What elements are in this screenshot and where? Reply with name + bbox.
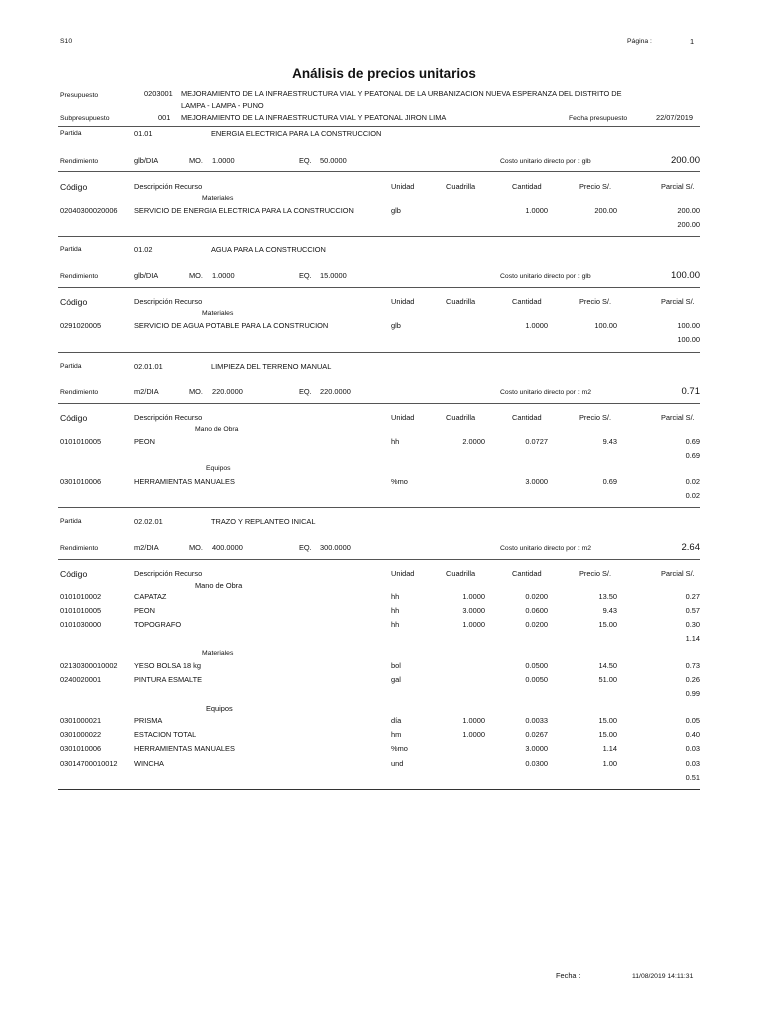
row-unidad: %mo <box>391 477 408 486</box>
row-unidad: %mo <box>391 744 408 753</box>
mo-value: 400.0000 <box>212 543 243 552</box>
row-precio: 1.14 <box>602 744 617 753</box>
col-header-codigo: Código <box>60 569 88 579</box>
partida-code: 01.01 <box>134 129 153 138</box>
row-codigo: 02130300010002 <box>60 661 118 670</box>
row-cantidad: 0.0727 <box>525 437 548 446</box>
row-desc: SERVICIO DE ENERGIA ELECTRICA PARA LA CONSTRUCCION <box>134 206 354 215</box>
col-header-parcial: Parcial S/. <box>661 297 695 306</box>
col-header-precio: Precio S/. <box>579 297 612 306</box>
partida-divider <box>58 236 700 237</box>
costo-label: Costo unitario directo por : m2 <box>500 545 592 552</box>
col-header-precio: Precio S/. <box>579 413 612 422</box>
row-unidad: hh <box>391 606 400 615</box>
row-cantidad: 0.0500 <box>525 661 548 670</box>
fecha-presupuesto-value: 22/07/2019 <box>656 113 693 122</box>
row-precio: 9.43 <box>602 606 617 615</box>
footer-fecha-value: 11/08/2019 14:11:31 <box>632 973 694 980</box>
presupuesto-desc-line2: LAMPA - LAMPA - PUNO <box>181 101 264 110</box>
col-header-unidad: Unidad <box>391 182 415 191</box>
col-header-cuadrilla: Cuadrilla <box>446 569 476 578</box>
eq-label: EQ. <box>299 271 312 280</box>
col-header-codigo: Código <box>60 297 88 307</box>
eq-value: 220.0000 <box>320 387 351 396</box>
row-codigo: 0301000022 <box>60 730 102 739</box>
col-header-codigo: Código <box>60 182 88 192</box>
row-precio: 51.00 <box>598 675 617 684</box>
row-precio: 14.50 <box>598 661 617 670</box>
row-desc: WINCHA <box>134 759 164 768</box>
row-codigo: 0301010006 <box>60 477 102 486</box>
row-desc: ESTACION TOTAL <box>134 730 197 739</box>
costo-value: 100.00 <box>670 270 700 281</box>
eq-value: 300.0000 <box>320 543 351 552</box>
group-subtotal: 1.14 <box>685 634 700 643</box>
partida-label: Partida <box>60 518 82 525</box>
row-cantidad: 0.0033 <box>525 716 548 725</box>
row-cantidad: 0.0200 <box>525 620 548 629</box>
partida-name: LIMPIEZA DEL TERRENO MANUAL <box>211 362 332 371</box>
row-desc: HERRAMIENTAS MANUALES <box>134 744 235 753</box>
group-title: Equipos <box>206 465 231 472</box>
row-codigo: 0301010006 <box>60 744 102 753</box>
rendimiento-unit: m2/DIA <box>134 387 159 396</box>
costo-label: Costo unitario directo por : m2 <box>500 389 592 396</box>
row-precio: 9.43 <box>602 437 617 446</box>
row-unidad: bol <box>391 661 401 670</box>
row-desc: HERRAMIENTAS MANUALES <box>134 477 235 486</box>
row-precio: 200.00 <box>594 206 617 215</box>
row-codigo: 0101030000 <box>60 620 102 629</box>
row-parcial: 0.05 <box>685 716 700 725</box>
row-precio: 15.00 <box>598 620 617 629</box>
row-codigo: 0291020005 <box>60 321 102 330</box>
row-parcial: 0.03 <box>685 744 700 753</box>
group-subtotal: 0.02 <box>685 491 700 500</box>
col-header-precio: Precio S/. <box>579 182 612 191</box>
section-divider <box>58 287 700 288</box>
costo-label: Costo unitario directo por : glb <box>500 158 591 165</box>
group-title: Mano de Obra <box>195 581 243 590</box>
rendimiento-unit: m2/DIA <box>134 543 159 552</box>
row-desc: TOPOGRAFO <box>134 620 182 629</box>
rendimiento-unit: glb/DIA <box>134 156 159 165</box>
eq-value: 50.0000 <box>320 156 347 165</box>
row-desc: PINTURA ESMALTE <box>134 675 203 684</box>
row-parcial: 0.57 <box>685 606 700 615</box>
partida-label: Partida <box>60 130 82 137</box>
row-cantidad: 0.0300 <box>525 759 548 768</box>
col-header-cantidad: Cantidad <box>512 569 542 578</box>
rendimiento-unit: glb/DIA <box>134 271 159 280</box>
row-cantidad: 0.0267 <box>525 730 548 739</box>
eq-label: EQ. <box>299 543 312 552</box>
row-cantidad: 3.0000 <box>525 477 548 486</box>
row-codigo: 03014700010012 <box>60 759 118 768</box>
mo-label: MO. <box>189 543 203 552</box>
costo-value: 0.71 <box>681 386 700 397</box>
row-codigo: 0101010002 <box>60 592 102 601</box>
row-codigo: 0301000021 <box>60 716 102 725</box>
row-unidad: und <box>391 759 404 768</box>
eq-label: EQ. <box>299 387 312 396</box>
rendimiento-label: Rendimiento <box>60 389 99 396</box>
group-title: Materiales <box>202 310 234 317</box>
row-cuadrilla: 1.0000 <box>462 716 485 725</box>
row-precio: 1.00 <box>602 759 617 768</box>
costo-value: 200.00 <box>670 155 700 166</box>
partida-name: TRAZO Y REPLANTEO INICAL <box>211 517 316 526</box>
group-subtotal: 0.99 <box>685 689 700 698</box>
row-precio: 15.00 <box>598 716 617 725</box>
partida-divider <box>58 352 700 353</box>
row-cantidad: 0.0600 <box>525 606 548 615</box>
col-header-descripcion: Descripción Recurso <box>134 413 203 422</box>
partida-name: ENERGIA ELECTRICA PARA LA CONSTRUCCION <box>211 129 382 138</box>
row-cantidad: 0.0050 <box>525 675 548 684</box>
col-header-cantidad: Cantidad <box>512 297 542 306</box>
col-header-unidad: Unidad <box>391 569 415 578</box>
row-precio: 100.00 <box>594 321 617 330</box>
page-number: 1 <box>690 37 695 46</box>
rendimiento-label: Rendimiento <box>60 545 99 552</box>
mo-value: 1.0000 <box>212 271 235 280</box>
col-header-descripcion: Descripción Recurso <box>134 569 203 578</box>
row-desc: CAPATAZ <box>134 592 167 601</box>
row-desc: PRISMA <box>134 716 163 725</box>
col-header-precio: Precio S/. <box>579 569 612 578</box>
section-divider <box>58 171 700 172</box>
group-subtotal: 100.00 <box>677 335 700 344</box>
col-header-parcial: Parcial S/. <box>661 569 695 578</box>
costo-label: Costo unitario directo por : glb <box>500 273 591 280</box>
row-parcial: 0.03 <box>685 759 700 768</box>
group-subtotal: 0.69 <box>685 451 700 460</box>
group-title: Materiales <box>202 650 234 657</box>
system-code: S10 <box>60 38 73 45</box>
row-unidad: glb <box>391 206 401 215</box>
row-cantidad: 1.0000 <box>525 206 548 215</box>
mo-value: 220.0000 <box>212 387 243 396</box>
subpresupuesto-label: Subpresupuesto <box>60 115 110 122</box>
row-desc: SERVICIO DE AGUA POTABLE PARA LA CONSTRUCION <box>134 321 329 330</box>
row-precio: 0.69 <box>602 477 617 486</box>
row-cantidad: 3.0000 <box>525 744 548 753</box>
col-header-parcial: Parcial S/. <box>661 413 695 422</box>
page-title: Análisis de precios unitarios <box>292 66 476 81</box>
col-header-descripcion: Descripción Recurso <box>134 182 203 191</box>
partida-label: Partida <box>60 246 82 253</box>
col-header-cantidad: Cantidad <box>512 182 542 191</box>
group-title: Equipos <box>206 704 233 713</box>
row-cuadrilla: 2.0000 <box>462 437 485 446</box>
presupuesto-label: Presupuesto <box>60 92 99 99</box>
group-subtotal: 0.51 <box>685 773 700 782</box>
mo-value: 1.0000 <box>212 156 235 165</box>
col-header-parcial: Parcial S/. <box>661 182 695 191</box>
partida-code: 02.01.01 <box>134 362 163 371</box>
rendimiento-label: Rendimiento <box>60 273 99 280</box>
row-cuadrilla: 3.0000 <box>462 606 485 615</box>
col-header-cantidad: Cantidad <box>512 413 542 422</box>
row-unidad: hh <box>391 620 400 629</box>
partida-code: 01.02 <box>134 245 153 254</box>
row-parcial: 0.40 <box>685 730 700 739</box>
row-desc: PEON <box>134 606 155 615</box>
row-unidad: glb <box>391 321 401 330</box>
row-precio: 15.00 <box>598 730 617 739</box>
group-subtotal: 200.00 <box>677 220 700 229</box>
group-title: Materiales <box>202 195 234 202</box>
row-parcial: 0.26 <box>685 675 700 684</box>
row-unidad: hm <box>391 730 402 739</box>
eq-value: 15.0000 <box>320 271 347 280</box>
section-divider <box>58 403 700 404</box>
rendimiento-label: Rendimiento <box>60 158 99 165</box>
row-cuadrilla: 1.0000 <box>462 592 485 601</box>
eq-label: EQ. <box>299 156 312 165</box>
presupuesto-code: 0203001 <box>144 89 173 98</box>
mo-label: MO. <box>189 387 203 396</box>
row-unidad: día <box>391 716 402 725</box>
partida-code: 02.02.01 <box>134 517 163 526</box>
row-cantidad: 0.0200 <box>525 592 548 601</box>
subpresupuesto-desc: MEJORAMIENTO DE LA INFRAESTRUCTURA VIAL Y PEATONAL JIRON LIMA <box>181 113 447 122</box>
col-header-cuadrilla: Cuadrilla <box>446 297 476 306</box>
col-header-codigo: Código <box>60 413 88 423</box>
mo-label: MO. <box>189 271 203 280</box>
costo-value: 2.64 <box>681 542 700 553</box>
presupuesto-desc-line1: MEJORAMIENTO DE LA INFRAESTRUCTURA VIAL Y PEATONAL DE LA URBANIZACION NUEVA ESPERANZA DEL DISTRITO DE <box>181 89 622 98</box>
partida-label: Partida <box>60 363 82 370</box>
row-cantidad: 1.0000 <box>525 321 548 330</box>
row-precio: 13.50 <box>598 592 617 601</box>
col-header-cuadrilla: Cuadrilla <box>446 413 476 422</box>
row-unidad: hh <box>391 592 400 601</box>
row-parcial: 0.73 <box>685 661 700 670</box>
page-label: Página : <box>627 38 652 45</box>
row-parcial: 0.02 <box>685 477 700 486</box>
row-parcial: 0.27 <box>685 592 700 601</box>
col-header-descripcion: Descripción Recurso <box>134 297 203 306</box>
row-cuadrilla: 1.0000 <box>462 730 485 739</box>
partida-divider <box>58 789 700 790</box>
section-divider <box>58 559 700 560</box>
row-unidad: hh <box>391 437 400 446</box>
partida-divider <box>58 507 700 508</box>
subpresupuesto-code: 001 <box>158 113 171 122</box>
fecha-presupuesto-label: Fecha presupuesto <box>569 115 628 122</box>
row-parcial: 0.30 <box>685 620 700 629</box>
footer-fecha-label: Fecha : <box>556 971 581 980</box>
row-codigo: 02040300020006 <box>60 206 118 215</box>
row-cuadrilla: 1.0000 <box>462 620 485 629</box>
col-header-unidad: Unidad <box>391 297 415 306</box>
col-header-cuadrilla: Cuadrilla <box>446 182 476 191</box>
row-parcial: 0.69 <box>685 437 700 446</box>
row-codigo: 0101010005 <box>60 606 102 615</box>
row-desc: YESO BOLSA 18 kg <box>134 661 201 670</box>
partida-name: AGUA PARA LA CONSTRUCCION <box>211 245 326 254</box>
col-header-unidad: Unidad <box>391 413 415 422</box>
group-title: Mano de Obra <box>195 426 239 433</box>
row-parcial: 100.00 <box>677 321 700 330</box>
row-unidad: gal <box>391 675 401 684</box>
row-codigo: 0240020001 <box>60 675 102 684</box>
row-desc: PEON <box>134 437 155 446</box>
mo-label: MO. <box>189 156 203 165</box>
row-codigo: 0101010005 <box>60 437 102 446</box>
header-divider <box>58 126 700 127</box>
row-parcial: 200.00 <box>677 206 700 215</box>
